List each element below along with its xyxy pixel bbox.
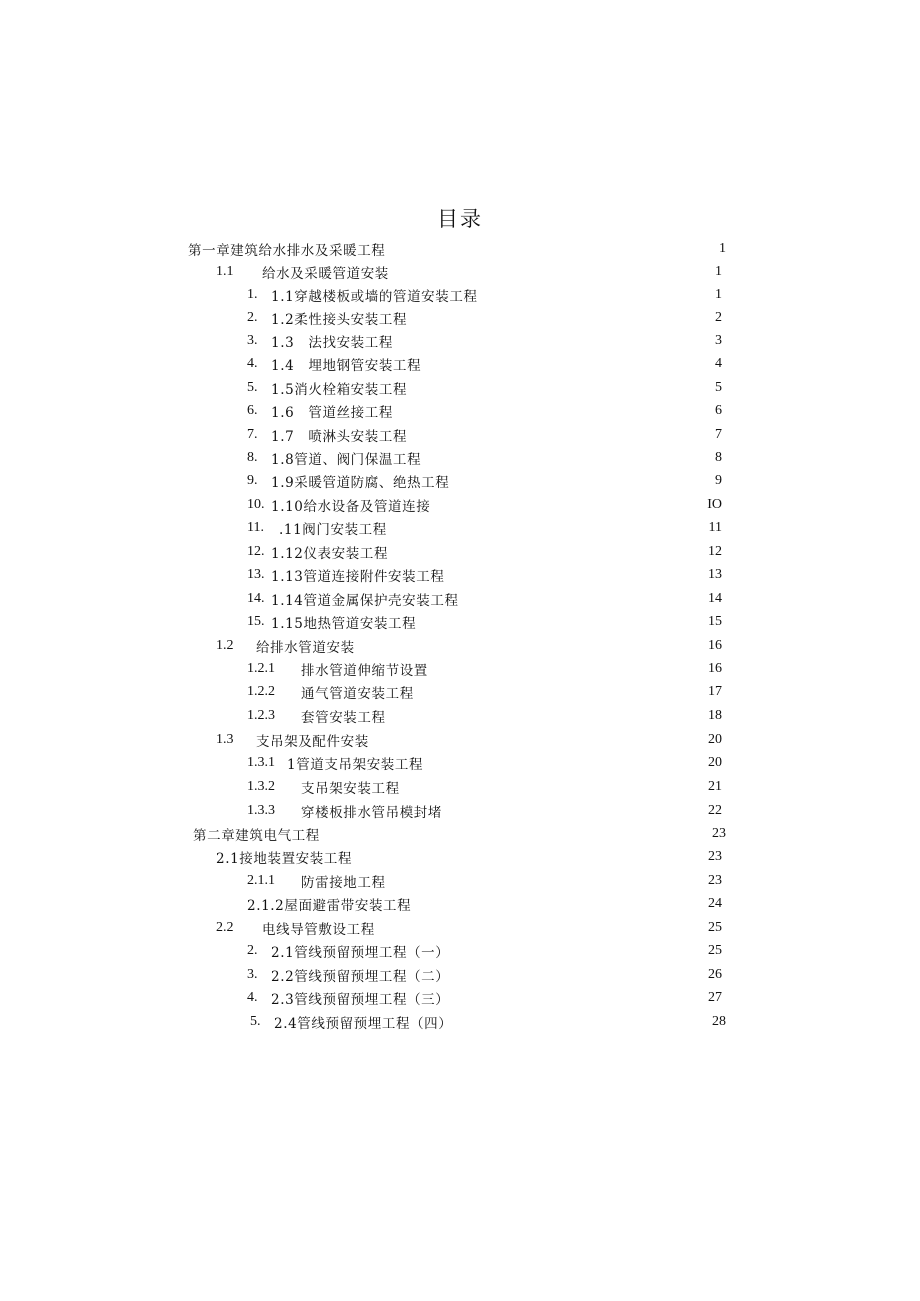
toc-entry[interactable]	[247, 658, 722, 680]
toc-entry[interactable]	[216, 917, 722, 939]
toc-entry[interactable]	[247, 470, 722, 492]
toc-entry[interactable]	[216, 261, 722, 283]
toc-entry[interactable]	[247, 705, 722, 727]
toc-entry-page-number: 11	[708, 520, 722, 535]
toc-entry-number: 11.	[247, 520, 264, 535]
toc-entry-number: 2.	[247, 310, 258, 325]
toc-entry[interactable]	[250, 1011, 726, 1033]
toc-entry-label: 1.6 管道丝接工程	[271, 405, 393, 421]
toc-entry-label: 1.12仪表安装工程	[271, 546, 389, 562]
toc-entry-label: 给排水管道安装	[256, 640, 355, 656]
toc-entry-page-number: 6	[715, 403, 722, 418]
toc-entry-label: 1.15地热管道安装工程	[271, 616, 417, 632]
toc-entry-label: 1.2柔性接头安装工程	[271, 312, 408, 328]
toc-entry-label: 支吊架安装工程	[301, 781, 400, 797]
toc-entry-label: 1.7 喷淋头安装工程	[271, 429, 408, 445]
toc-entry[interactable]	[247, 611, 722, 633]
dot-leader	[412, 377, 713, 399]
toc-entry-label: .11阀门安装工程	[279, 522, 387, 538]
dot-leader	[454, 987, 706, 1009]
toc-entry-number: 5.	[247, 380, 258, 395]
toc-entry-page-number: 23	[708, 873, 722, 888]
toc-entry-label: 防雷接地工程	[301, 875, 386, 891]
toc-entry-label: 通气管道安装工程	[301, 686, 414, 702]
dot-leader	[380, 917, 706, 939]
toc-entry-page-number: 23	[708, 849, 722, 864]
toc-entry-page-number: 14	[708, 591, 722, 606]
toc-entry-number: 1.3	[216, 732, 234, 747]
toc-entry-label: 2.1.2屋面避雷带安装工程	[247, 898, 412, 914]
toc-entry[interactable]	[193, 823, 726, 845]
toc-entry-number: 3.	[247, 333, 258, 348]
toc-entry-label: 套管安装工程	[301, 710, 386, 726]
toc-title: 目录	[437, 207, 483, 231]
toc-entry-label: 1.1穿越楼板或墙的管道安装工程	[271, 289, 478, 305]
toc-entry-label: 2.2管线预留预埋工程（二）	[271, 969, 450, 985]
dot-leader	[435, 494, 705, 516]
toc-entry-number: 1.	[247, 287, 258, 302]
toc-entry-page-number: IO	[707, 497, 722, 512]
toc-entry-page-number: 4	[715, 356, 722, 371]
toc-entry[interactable]	[247, 377, 722, 399]
toc-entry-page-number: 1	[719, 241, 726, 256]
toc-entry-page-number: 7	[715, 427, 722, 442]
toc-entry-number: 9.	[247, 473, 258, 488]
toc-entry-label: 电线导管敷设工程	[262, 922, 375, 938]
toc-entry-label: 给水及采暖管道安装	[262, 266, 389, 282]
toc-entry-page-number: 3	[715, 333, 722, 348]
toc-entry[interactable]	[247, 307, 722, 329]
toc-entry-number: 1.2.2	[247, 684, 275, 699]
toc-entry-label: 排水管道伸缩节设置	[301, 663, 428, 679]
toc-entry-label: 1.13管道连接附件安装工程	[271, 569, 445, 585]
toc-entry-number: 1.3.2	[247, 779, 275, 794]
toc-entry-number: 4.	[247, 356, 258, 371]
dot-leader	[398, 330, 713, 352]
toc-entry-label: 2.1接地装置安装工程	[216, 851, 353, 867]
dot-leader	[426, 447, 713, 469]
toc-entry-number: 2.	[247, 943, 258, 958]
toc-entry-page-number: 8	[715, 450, 722, 465]
toc-entry-number: 13.	[247, 567, 265, 582]
dot-leader	[412, 424, 713, 446]
dot-leader	[394, 261, 713, 283]
dot-leader	[454, 964, 706, 986]
dot-leader	[449, 564, 706, 586]
toc-entry-label: 第二章建筑电气工程	[193, 828, 320, 844]
toc-entry[interactable]	[247, 987, 722, 1009]
toc-entry-label: 支吊架及配件安装	[256, 734, 369, 750]
toc-entry[interactable]	[247, 870, 722, 892]
dot-leader	[393, 541, 706, 563]
dot-leader	[454, 940, 706, 962]
toc-entry[interactable]	[247, 681, 722, 703]
toc-entry-number: 7.	[247, 427, 258, 442]
toc-entry[interactable]	[247, 353, 722, 375]
toc-entry-number: 1.1	[216, 264, 234, 279]
toc-entry[interactable]	[247, 400, 722, 422]
dot-leader	[483, 284, 713, 306]
toc-entry-number: 14.	[247, 591, 265, 606]
toc-entry-label: 1.3 法找安装工程	[271, 335, 393, 351]
toc-entry[interactable]	[247, 517, 722, 539]
toc-entry-page-number: 9	[715, 473, 722, 488]
toc-entry-page-number: 12	[708, 544, 722, 559]
toc-entry-number: 2.1.1	[247, 873, 275, 888]
toc-entry-number: 4.	[247, 990, 258, 1005]
toc-entry-page-number: 27	[708, 990, 722, 1005]
dot-leader	[390, 238, 717, 260]
toc-entry[interactable]	[188, 238, 726, 260]
toc-entry-label: 1.8管道、阀门保温工程	[271, 452, 422, 468]
dot-leader	[391, 870, 706, 892]
toc-entry-number: 15.	[247, 614, 265, 629]
toc-entry[interactable]	[247, 800, 722, 822]
dot-leader	[457, 1011, 710, 1033]
toc-entry[interactable]	[247, 964, 722, 986]
toc-entry-page-number: 25	[708, 943, 722, 958]
toc-entry-page-number: 25	[708, 920, 722, 935]
dot-leader	[392, 517, 707, 539]
dot-leader	[405, 776, 706, 798]
dot-leader	[325, 823, 710, 845]
toc-entry[interactable]	[216, 846, 722, 868]
dot-leader	[412, 307, 713, 329]
dot-leader	[416, 893, 706, 915]
toc-entry[interactable]	[247, 588, 722, 610]
toc-entry-number: 1.2.3	[247, 708, 275, 723]
toc-entry[interactable]	[247, 330, 722, 352]
toc-entry-number: 12.	[247, 544, 265, 559]
toc-entry[interactable]	[247, 893, 722, 915]
toc-entry[interactable]	[247, 564, 722, 586]
toc-entry-label: 1.4 埋地钢管安装工程	[271, 358, 422, 374]
toc-entry-label: 2.4管线预留预埋工程（四）	[274, 1016, 453, 1032]
toc-entry[interactable]	[247, 776, 722, 798]
toc-entry-page-number: 21	[708, 779, 722, 794]
toc-entry-number: 6.	[247, 403, 258, 418]
dot-leader	[454, 470, 713, 492]
toc-entry-number: 2.2	[216, 920, 234, 935]
toc-entry-page-number: 15	[708, 614, 722, 629]
toc-entry-page-number: 17	[708, 684, 722, 699]
dot-leader	[426, 353, 713, 375]
toc-entry-page-number: 1	[715, 287, 722, 302]
toc-entry-page-number: 26	[708, 967, 722, 982]
toc-entry-number: 1.3.3	[247, 803, 275, 818]
dot-leader	[419, 681, 706, 703]
dot-leader	[428, 752, 706, 774]
toc-entry[interactable]	[247, 940, 722, 962]
toc-entry-page-number: 5	[715, 380, 722, 395]
toc-entry-number: 1.2	[216, 638, 234, 653]
toc-entry-label: 2.3管线预留预埋工程（三）	[271, 992, 450, 1008]
toc-entry-page-number: 28	[712, 1014, 726, 1029]
dot-leader	[464, 588, 706, 610]
toc-entry-page-number: 23	[712, 826, 726, 841]
toc-entry-label: 第一章建筑给水排水及采暖工程	[188, 243, 386, 259]
toc-entry-page-number: 2	[715, 310, 722, 325]
toc-entry-page-number: 16	[708, 661, 722, 676]
dot-leader	[398, 400, 713, 422]
toc-entry-page-number: 18	[708, 708, 722, 723]
toc-entry-label: 2.1管线预留预埋工程（一）	[271, 945, 450, 961]
toc-entry[interactable]	[247, 447, 722, 469]
toc-entry[interactable]	[247, 284, 722, 306]
toc-entry-page-number: 1	[715, 264, 722, 279]
dot-leader	[360, 635, 706, 657]
toc-entry-number: 1.2.1	[247, 661, 275, 676]
toc-entry-number: 3.	[247, 967, 258, 982]
toc-entry[interactable]	[247, 494, 722, 516]
toc-entry-page-number: 20	[708, 732, 722, 747]
toc-entry[interactable]	[216, 729, 722, 751]
toc-entry-label: 1.10给水设备及管道连接	[271, 499, 431, 515]
dot-leader	[421, 611, 706, 633]
toc-entry-number: 1.3.1	[247, 755, 275, 770]
toc-entry[interactable]	[216, 635, 722, 657]
toc-entry-page-number: 20	[708, 755, 722, 770]
dot-leader	[447, 800, 706, 822]
dot-leader	[391, 705, 706, 727]
toc-entry-page-number: 16	[708, 638, 722, 653]
toc-entry-number: 10.	[247, 497, 265, 512]
toc-entry[interactable]	[247, 424, 722, 446]
toc-entry-page-number: 24	[708, 896, 722, 911]
toc-entry-label: 1.9采暖管道防腐、绝热工程	[271, 475, 450, 491]
dot-leader	[357, 846, 706, 868]
toc-entry-label: 穿楼板排水管吊模封堵	[301, 805, 442, 821]
toc-entry-number: 8.	[247, 450, 258, 465]
toc-entry-label: 1.5消火栓箱安装工程	[271, 382, 408, 398]
dot-leader	[374, 729, 706, 751]
toc-entry-page-number: 13	[708, 567, 722, 582]
toc-entry[interactable]	[247, 752, 722, 774]
toc-entry-label: 1.14管道金属保护壳安装工程	[271, 593, 459, 609]
dot-leader	[433, 658, 706, 680]
toc-entry[interactable]	[247, 541, 722, 563]
toc-entry-label: 1管道支吊架安装工程	[287, 757, 424, 773]
toc-entry-page-number: 22	[708, 803, 722, 818]
toc-entry-number: 5.	[250, 1014, 261, 1029]
